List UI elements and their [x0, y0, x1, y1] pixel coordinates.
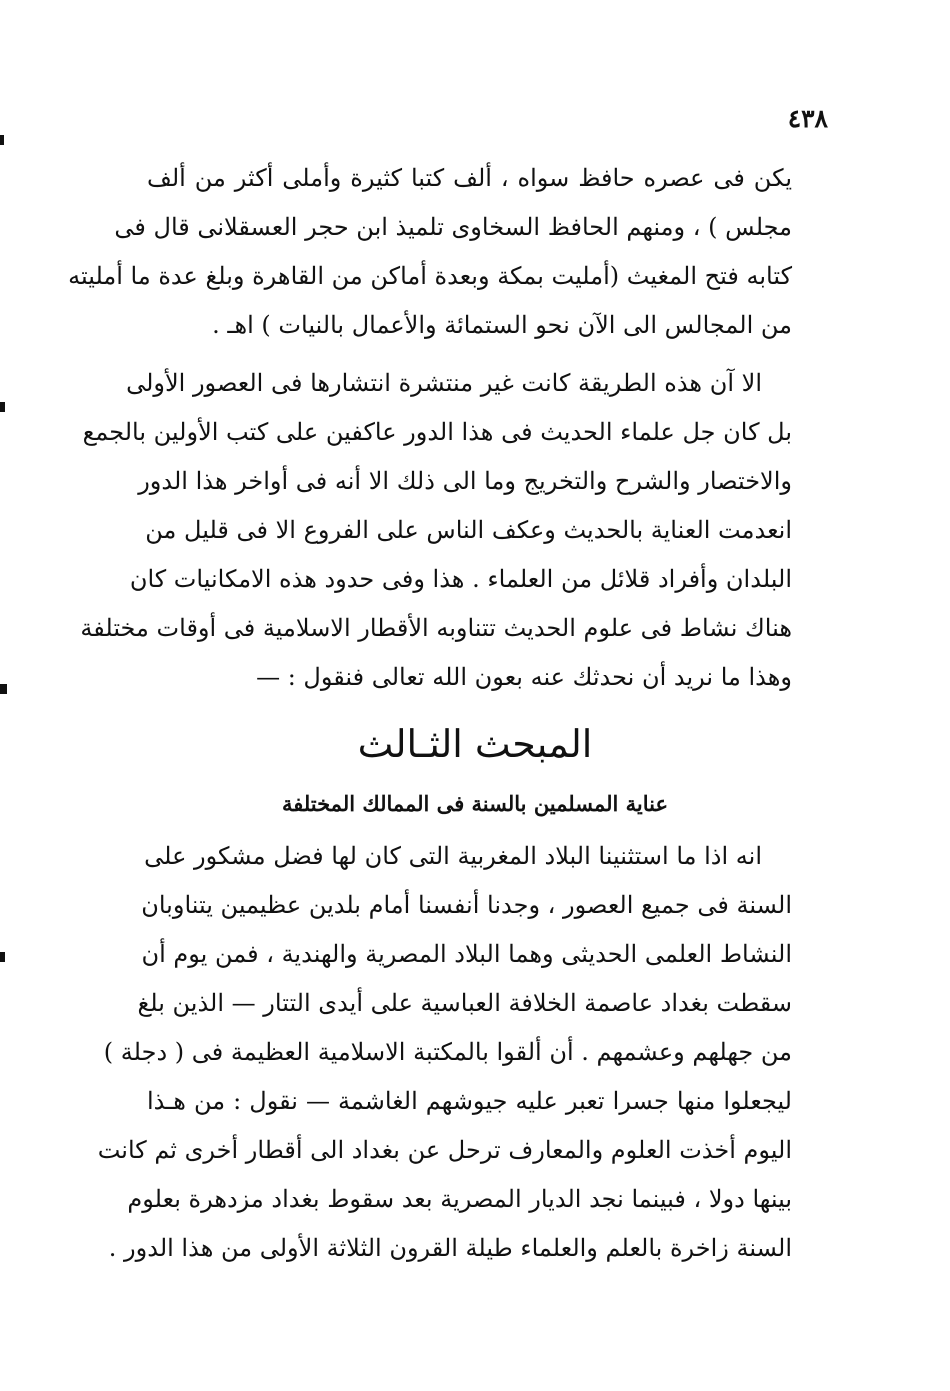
page-number: ٤٣٨	[787, 104, 828, 133]
text-line: بينها دولا ، فبينما نجد الديار المصرية بعد سقوط بغداد مزدهرة بعلوم	[127, 1185, 792, 1213]
text-line: انعدمت العناية بالحديث وعكف الناس على الفروع الا فى قليل من	[145, 516, 792, 544]
margin-mark-1	[0, 135, 4, 145]
paragraph-continuation	[68, 154, 792, 350]
text-line: مجلس ) ، ومنهم الحافظ السخاوى تلميذ ابن حجر العسقلانى قال فى	[114, 213, 792, 241]
margin-mark-2	[0, 402, 5, 412]
text-line: سقطت بغداد عاصمة الخلافة العباسية على أيدى التتار — الذين بلغ	[137, 989, 792, 1017]
text-line: النشاط العلمى الحديثى وهما البلاد المصرية والهندية ، فمن يوم أن	[141, 940, 792, 968]
text-line: اليوم أخذت العلوم والمعارف ترحل عن بغداد الى أقطار أخرى ثم كانت	[97, 1136, 792, 1164]
section-heading: المبحث الثـالث	[357, 722, 593, 766]
margin-mark-4	[0, 952, 5, 962]
text-line: من جهلهم وعشمهم . أن ألقوا بالمكتبة الاسلامية العظيمة فى ( دجلة )	[103, 1038, 792, 1066]
text-line: كتابه فتح المغيث (أمليت بمكة وبعدة أماكن من القاهرة وبلغ عدة ما أمليته	[68, 262, 792, 290]
text-line: الا آن هذه الطريقة كانت غير منتشرة انتشارها فى العصور الأولى	[126, 369, 762, 397]
text-line: والاختصار والشرح والتخريج وما الى ذلك الا أنه فى أواخر هذا الدور	[138, 467, 792, 495]
paragraph-second	[80, 359, 792, 702]
section-subtitle: عناية المسلمين بالسنة فى الممالك المختلفة	[281, 791, 669, 816]
text-line: من المجالس الى الآن نحو الستمائة والأعمال بالنيات ) اهـ .	[212, 311, 792, 339]
text-line: يكن فى عصره حافظ سواه ، ألف كتبا كثيرة وأملى أكثر من ألف	[147, 164, 792, 192]
text-line: انه اذا ما استثنينا البلاد المغربية التى كان لها فضل مشكور على	[144, 842, 762, 870]
text-line: وهذا ما نريد أن نحدثك عنه بعون الله تعالى فنقول : —	[256, 663, 792, 691]
text-line: ليجعلوا منها جسرا تعبر عليه جيوشهم الغاشمة — نقول : من هـذا	[147, 1087, 792, 1115]
margin-mark-3	[0, 684, 7, 694]
text-line: السنة زاخرة بالعلم والعلماء طيلة القرون الثلاثة الأولى من هذا الدور .	[108, 1234, 792, 1262]
text-line: البلدان وأفراد قلائل من العلماء . هذا وفى حدود هذه الامكانيات كان	[129, 565, 792, 593]
text-line: هناك نشاط فى علوم الحديث تتناوبه الأقطار الاسلامية فى أوقات مختلفة	[80, 614, 792, 642]
paragraph-section-body	[97, 832, 792, 1273]
text-line: بل كان جل علماء الحديث فى هذا الدور عاكفين على كتب الأولين بالجمع	[82, 418, 792, 446]
text-line: السنة فى جميع العصور ، وجدنا أنفسنا أمام بلدين عظيمين يتناوبان	[141, 891, 792, 919]
